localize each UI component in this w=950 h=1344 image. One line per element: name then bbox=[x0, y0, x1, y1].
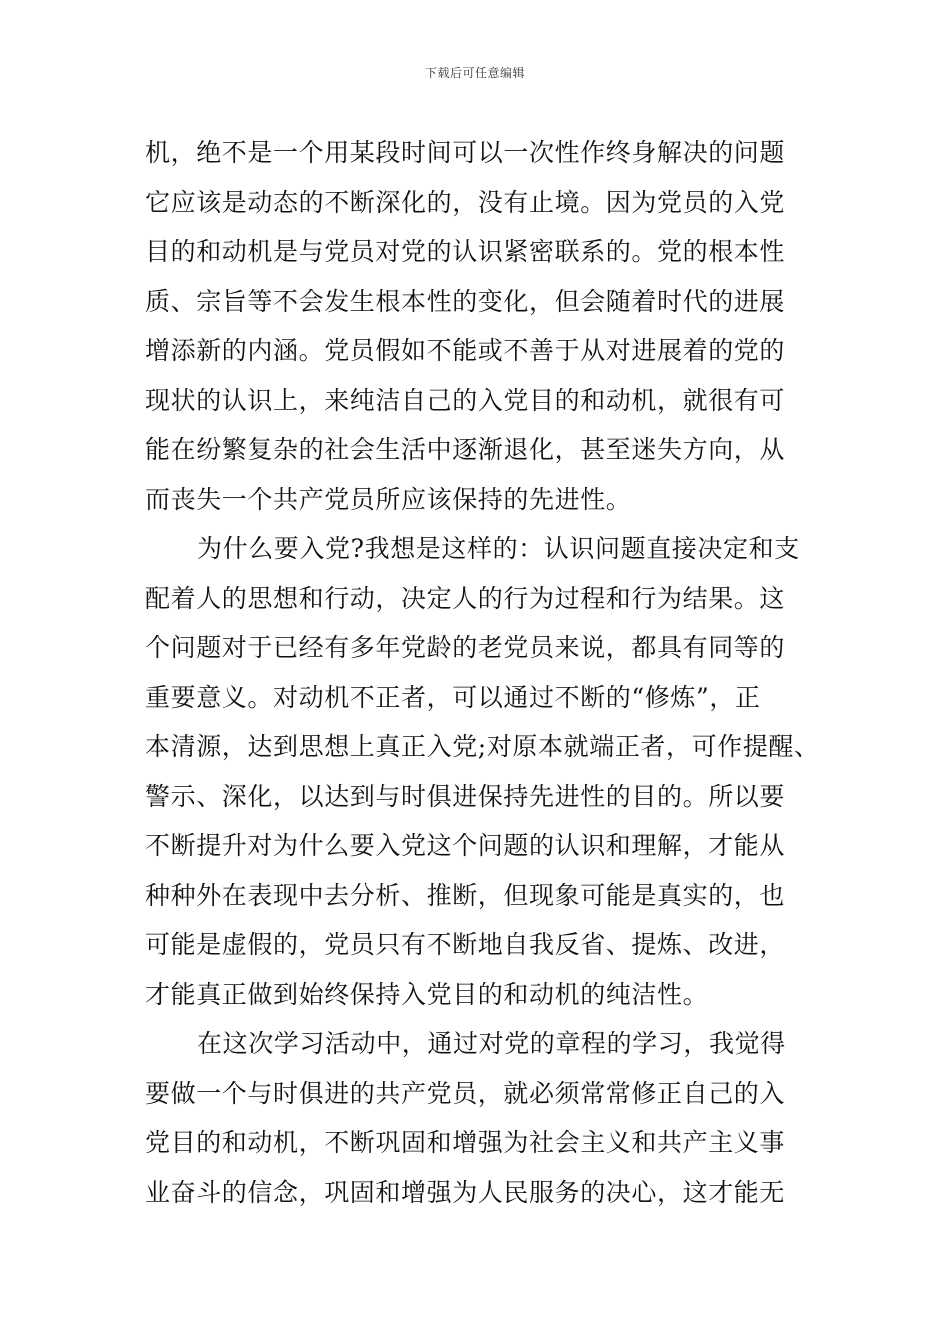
text-line: 业奋斗的信念，巩固和增强为人民服务的决心，这才能无 bbox=[145, 1177, 786, 1207]
text-line: 可能是虚假的，党员只有不断地自我反省、提炼、改进， bbox=[145, 930, 786, 959]
text-line: 现状的认识上，来纯洁自己的入党目的和动机，就很有可 bbox=[145, 385, 786, 415]
text-line: 不断提升对为什么要入党这个问题的认识和理解，才能从 bbox=[145, 831, 786, 860]
text-line: 种种外在表现中去分析、推断，但现象可能是真实的，也 bbox=[145, 880, 786, 910]
paragraph-1 bbox=[145, 128, 835, 524]
text-line: 增添新的内涵。党员假如不能或不善于从对进展着的党的 bbox=[145, 336, 786, 365]
text-line: 要做一个与时俱进的共产党员，就必须常常修正自己的入 bbox=[145, 1078, 786, 1108]
text-line: 目的和动机是与党员对党的认识紧密联系的。党的根本性 bbox=[145, 237, 786, 266]
text-line: 机，绝不是一个用某段时间可以一次性作终身解决的问题 bbox=[145, 138, 786, 167]
text-line: 能在纷繁复杂的社会生活中逐渐退化，甚至迷失方向，从 bbox=[145, 435, 786, 464]
paragraph-2 bbox=[145, 524, 835, 1019]
text-line: 个问题对于已经有多年党龄的老党员来说，都具有同等的 bbox=[145, 633, 786, 662]
text-line: 它应该是动态的不断深化的，没有止境。因为党员的入党 bbox=[145, 187, 786, 217]
text-line: 才能真正做到始终保持入党目的和动机的纯洁性。 bbox=[145, 979, 709, 1009]
paragraph-3 bbox=[145, 1019, 835, 1217]
text-line: 而丧失一个共产党员所应该保持的先进性。 bbox=[145, 484, 632, 514]
document-body bbox=[145, 128, 835, 1217]
text-line: 为什么要入党?我想是这样的：认识问题直接决定和支 bbox=[197, 534, 800, 563]
text-line: 党目的和动机，不断巩固和增强为社会主义和共产主义事 bbox=[145, 1128, 786, 1157]
text-line: 配着人的思想和行动，决定人的行为过程和行为结果。这 bbox=[145, 583, 786, 613]
text-line: 质、宗旨等不会发生根本性的变化，但会随着时代的进展 bbox=[145, 286, 786, 316]
text-line: 警示、深化，以达到与时俱进保持先进性的目的。所以要 bbox=[145, 781, 786, 811]
text-line: 在这次学习活动中，通过对党的章程的学习，我觉得 bbox=[197, 1029, 786, 1058]
text-line: 本清源，达到思想上真正入党;对原本就端正者，可作提醒、 bbox=[145, 732, 820, 761]
text-line: 重要意义。对动机不正者，可以通过不断的“修炼”，正 bbox=[145, 682, 761, 712]
page-header: 下载后可任意编辑 bbox=[424, 66, 525, 80]
